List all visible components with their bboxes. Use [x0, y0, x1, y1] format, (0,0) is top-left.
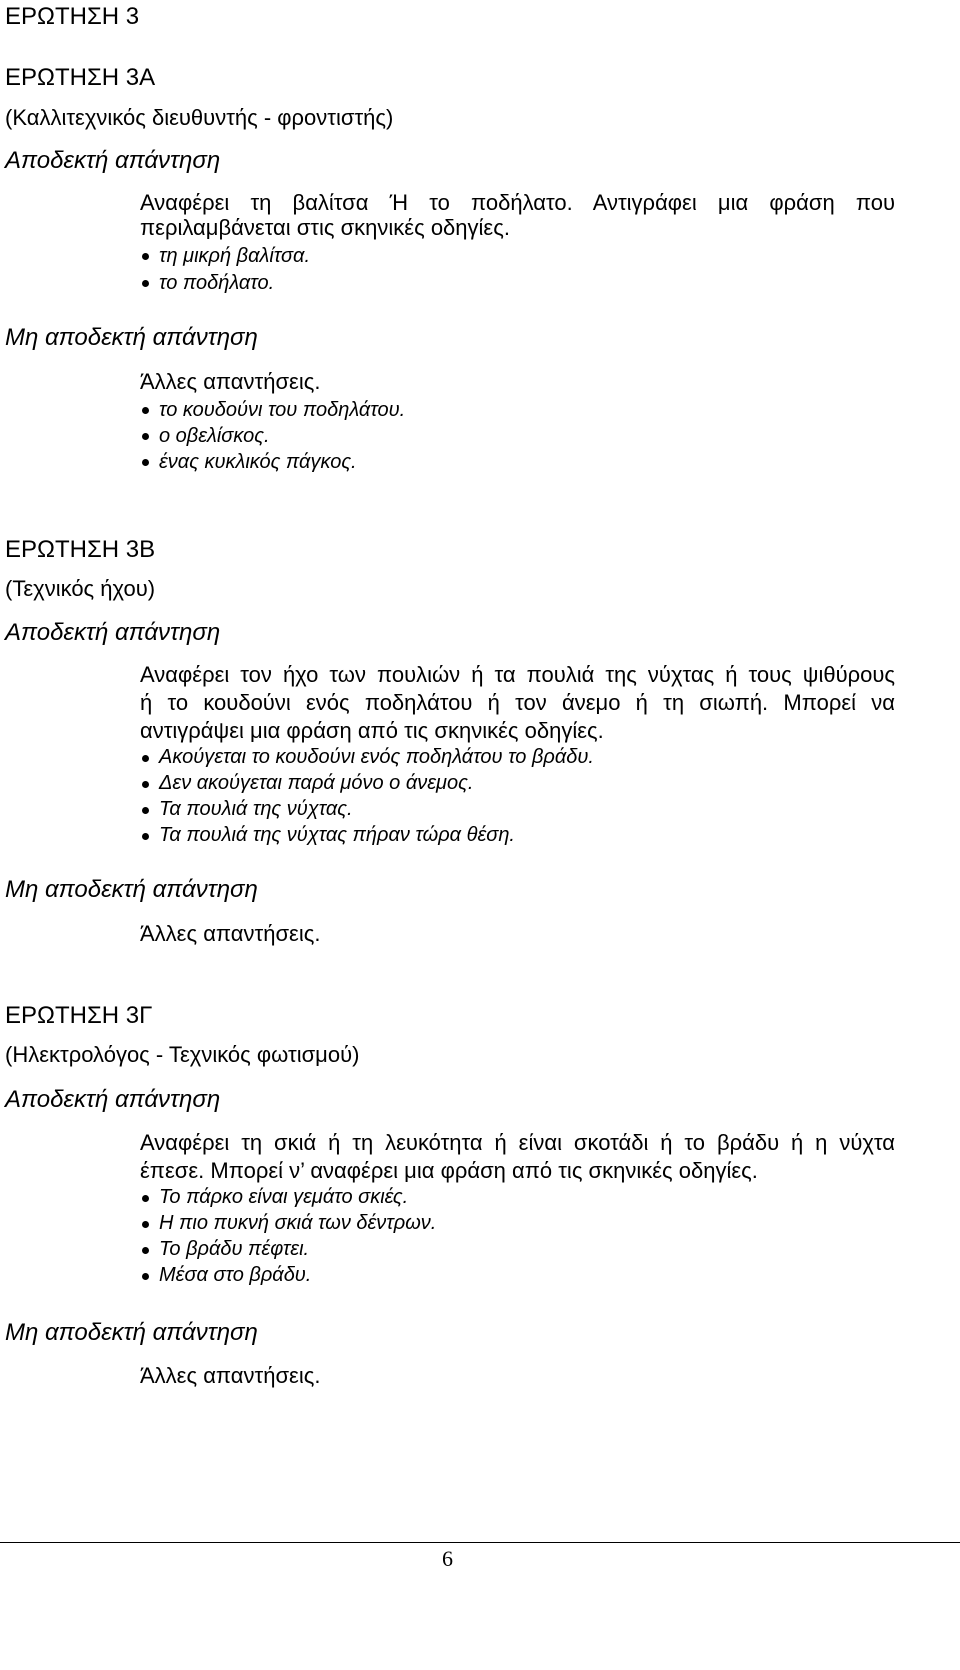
accept-bullet-3b-2: Δεν ακούγεται παρά μόνο ο άνεμος. — [159, 772, 474, 794]
bullet-icon — [142, 781, 149, 788]
reject-text-3c: Άλλες απαντήσεις. — [140, 1363, 321, 1388]
bullet-icon — [142, 459, 149, 466]
page-number: 6 — [442, 1546, 453, 1571]
reject-bullet-3a-2: ο οβελίσκος. — [159, 425, 270, 447]
accept-bullet-3b-4: Τα πουλιά της νύχτας πήραν τώρα θέση. — [159, 824, 515, 846]
role-3b: (Τεχνικός ήχου) — [5, 576, 156, 601]
reject-text-3b: Άλλες απαντήσεις. — [140, 921, 321, 946]
accept-bullet-3b-1: Ακούγεται το κουδούνι ενός ποδηλάτου το βράδυ. — [159, 746, 594, 768]
bullet-icon — [142, 1195, 149, 1202]
bullet-icon — [142, 1273, 149, 1280]
accept-line-3a-1: Αναφέρει τη βαλίτσα Ή το ποδήλατο. Αντιγράφει μια φράση που — [140, 190, 895, 215]
accept-label-3a: Αποδεκτή απάντηση — [5, 147, 221, 174]
accept-label-3c: Αποδεκτή απάντηση — [5, 1086, 221, 1113]
question-title: ΕΡΩΤΗΣΗ 3 — [5, 3, 140, 30]
footer-rule — [0, 1542, 960, 1543]
role-3c: (Ηλεκτρολόγος - Τεχνικός φωτισμού) — [5, 1042, 360, 1067]
accept-bullet-3c-4: Μέσα στο βράδυ. — [159, 1264, 312, 1286]
bullet-icon — [142, 1247, 149, 1254]
role-3a: (Καλλιτεχνικός διευθυντής - φροντιστής) — [5, 105, 394, 130]
accept-line-3c-1: Αναφέρει τη σκιά ή τη λευκότητα ή είναι σκοτάδι ή το βράδυ ή η νύχτα — [140, 1130, 895, 1155]
accept-bullet-3c-2: Η πιο πυκνή σκιά των δέντρων. — [159, 1212, 437, 1234]
accept-label-3b: Αποδεκτή απάντηση — [5, 619, 221, 646]
bullet-icon — [142, 833, 149, 840]
bullet-icon — [142, 407, 149, 414]
bullet-icon — [142, 755, 149, 762]
accept-bullet-3b-3: Τα πουλιά της νύχτας. — [159, 798, 353, 820]
reject-bullet-3a-3: ένας κυκλικός πάγκος. — [159, 451, 357, 473]
reject-bullet-3a-1: το κουδούνι του ποδηλάτου. — [159, 399, 406, 421]
bullet-icon — [142, 807, 149, 814]
subquestion-heading-3b: ΕΡΩΤΗΣΗ 3Β — [5, 536, 156, 563]
accept-bullet-3c-1: Το πάρκο είναι γεμάτο σκιές. — [159, 1186, 409, 1208]
subquestion-heading-3c: ΕΡΩΤΗΣΗ 3Γ — [5, 1002, 153, 1029]
accept-line-3a-2: περιλαμβάνεται στις σκηνικές οδηγίες. — [140, 215, 510, 240]
accept-bullet-3a-2: το ποδήλατο. — [159, 272, 275, 294]
accept-line-3c-2: έπεσε. Μπορεί ν’ αναφέρει μια φράση από τις σκηνικές οδηγίες. — [140, 1158, 758, 1183]
reject-text-3a: Άλλες απαντήσεις. — [140, 369, 321, 394]
accept-bullet-3c-3: Το βράδυ πέφτει. — [159, 1238, 310, 1260]
accept-line-3b-3: αντιγράψει μια φράση από τις σκηνικές οδηγίες. — [140, 718, 604, 743]
bullet-icon — [142, 253, 149, 260]
accept-line-3b-2: ή το κουδούνι ενός ποδηλάτου ή τον άνεμο ή τη σιωπή. Μπορεί να — [140, 690, 895, 715]
accept-bullet-3a-1: τη μικρή βαλίτσα. — [159, 245, 310, 267]
accept-line-3b-1: Αναφέρει τον ήχο των πουλιών ή τα πουλιά της νύχτας ή τους ψιθύρους — [140, 662, 895, 687]
bullet-icon — [142, 280, 149, 287]
subquestion-heading-3a: ΕΡΩΤΗΣΗ 3Α — [5, 64, 156, 91]
bullet-icon — [142, 1221, 149, 1228]
reject-label-3a: Μη αποδεκτή απάντηση — [5, 324, 258, 351]
reject-label-3b: Μη αποδεκτή απάντηση — [5, 876, 258, 903]
bullet-icon — [142, 433, 149, 440]
reject-label-3c: Μη αποδεκτή απάντηση — [5, 1319, 258, 1346]
